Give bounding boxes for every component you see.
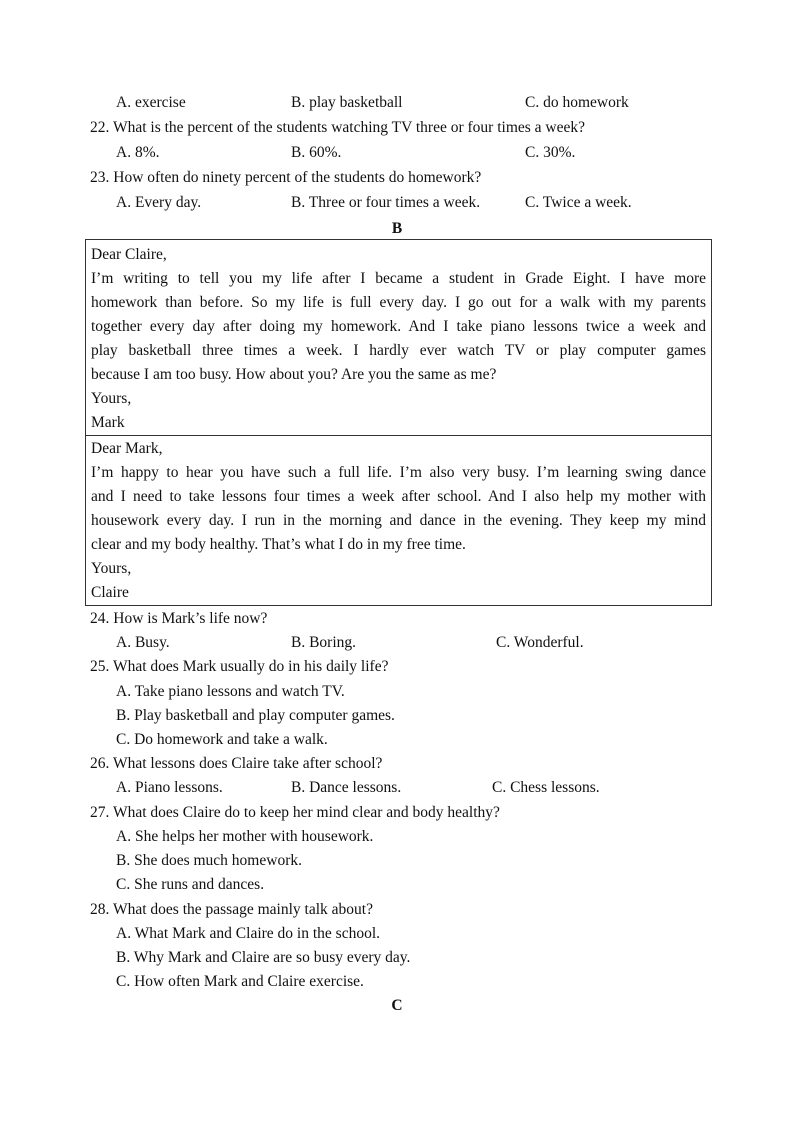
q25-text: 25. What does Mark usually do in his daily life?: [90, 658, 389, 675]
letter1-line: play basketball three times a week. I hardly ever watch TV or play computer games: [91, 342, 706, 359]
q27-option-row-b: [0, 849, 794, 873]
q26-option-b: B. Dance lessons.: [291, 779, 402, 796]
letter2-greeting: Dear Mark,: [91, 440, 163, 457]
q26-question: [0, 752, 794, 776]
q23-options-row: [0, 191, 794, 215]
section-b-heading: B: [391, 220, 403, 237]
q26-option-c: C. Chess lessons.: [492, 779, 600, 796]
letter1-line: I’m writing to tell you my life after I became a student in Grade Eight. I have more: [91, 270, 706, 287]
q24-question: [0, 607, 794, 631]
q28-option-row-a: [0, 922, 794, 946]
letters-divider: [86, 435, 711, 436]
q26-options-row: [0, 776, 794, 800]
q28-option-row-b: [0, 946, 794, 970]
q24-option-b: B. Boring.: [291, 634, 357, 651]
q26-text: 26. What lessons does Claire take after school?: [90, 755, 383, 772]
q21-options-row: [0, 91, 794, 115]
q28-option-a: A. What Mark and Claire do in the school.: [116, 925, 381, 942]
letter1-signature: Mark: [91, 414, 125, 431]
q25-option-row-b: [0, 704, 794, 728]
q27-option-c: C. She runs and dances.: [116, 876, 265, 893]
q23-option-a: A. Every day.: [116, 194, 202, 211]
letter1-line: together every day after doing my homework. And I take piano lessons twice a week and: [91, 318, 706, 335]
q21-option-c: C. do homework: [525, 94, 629, 111]
letter2-line: and I need to take lessons four times a week after school. And I also help my mother with: [91, 488, 706, 505]
letter1-line: homework than before. So my life is full every day. I go out for a walk with my parents: [91, 294, 706, 311]
q23-option-b: B. Three or four times a week.: [291, 194, 481, 211]
q28-option-b: B. Why Mark and Claire are so busy every day.: [116, 949, 411, 966]
section-c-heading: C: [391, 997, 403, 1014]
q25-question: [0, 655, 794, 679]
letter1-closing: Yours,: [91, 390, 132, 407]
q22-option-a: A. 8%.: [116, 144, 160, 161]
q21-option-a: A. exercise: [116, 94, 186, 111]
q26-option-a: A. Piano lessons.: [116, 779, 223, 796]
q25-option-c: C. Do homework and take a walk.: [116, 731, 328, 748]
q27-option-row-a: [0, 825, 794, 849]
q28-option-c: C. How often Mark and Claire exercise.: [116, 973, 364, 990]
letter1-line: because I am too busy. How about you? Are you the same as me?: [91, 366, 497, 383]
letter2-line: housework every day. I run in the morning and dance in the evening. They keep my mind: [91, 512, 706, 529]
q22-text: 22. What is the percent of the students watching TV three or four times a week?: [90, 119, 585, 136]
letter2-signature: Claire: [91, 584, 129, 601]
q23-text: 23. How often do ninety percent of the students do homework?: [90, 169, 482, 186]
letter1-greeting: Dear Claire,: [91, 246, 167, 263]
q27-question: [0, 801, 794, 825]
letter2-line: clear and my body healthy. That’s what I do in my free time.: [91, 536, 466, 553]
q22-option-c: C. 30%.: [525, 144, 576, 161]
q24-option-c: C. Wonderful.: [496, 634, 584, 651]
q23-option-c: C. Twice a week.: [525, 194, 632, 211]
q24-options-row: [0, 631, 794, 655]
q22-options-row: [0, 141, 794, 165]
q25-option-row-c: [0, 728, 794, 752]
q27-text: 27. What does Claire do to keep her mind clear and body healthy?: [90, 804, 500, 821]
q28-question: [0, 898, 794, 922]
q25-option-a: A. Take piano lessons and watch TV.: [116, 683, 345, 700]
letters-box: [85, 239, 712, 606]
q21-option-b: B. play basketball: [291, 94, 403, 111]
q23-question: [0, 166, 794, 190]
letter2-closing: Yours,: [91, 560, 132, 577]
q25-option-b: B. Play basketball and play computer games.: [116, 707, 395, 724]
q28-text: 28. What does the passage mainly talk about?: [90, 901, 373, 918]
q27-option-a: A. She helps her mother with housework.: [116, 828, 374, 845]
q25-option-row-a: [0, 680, 794, 704]
q24-option-a: A. Busy.: [116, 634, 170, 651]
q22-option-b: B. 60%.: [291, 144, 342, 161]
q27-option-row-c: [0, 873, 794, 897]
q27-option-b: B. She does much homework.: [116, 852, 302, 869]
q28-option-row-c: [0, 970, 794, 994]
q24-text: 24. How is Mark’s life now?: [90, 610, 268, 627]
letter2-line: I’m happy to hear you have such a full life. I’m also very busy. I’m learning swing dance: [91, 464, 706, 481]
q22-question: [0, 116, 794, 140]
